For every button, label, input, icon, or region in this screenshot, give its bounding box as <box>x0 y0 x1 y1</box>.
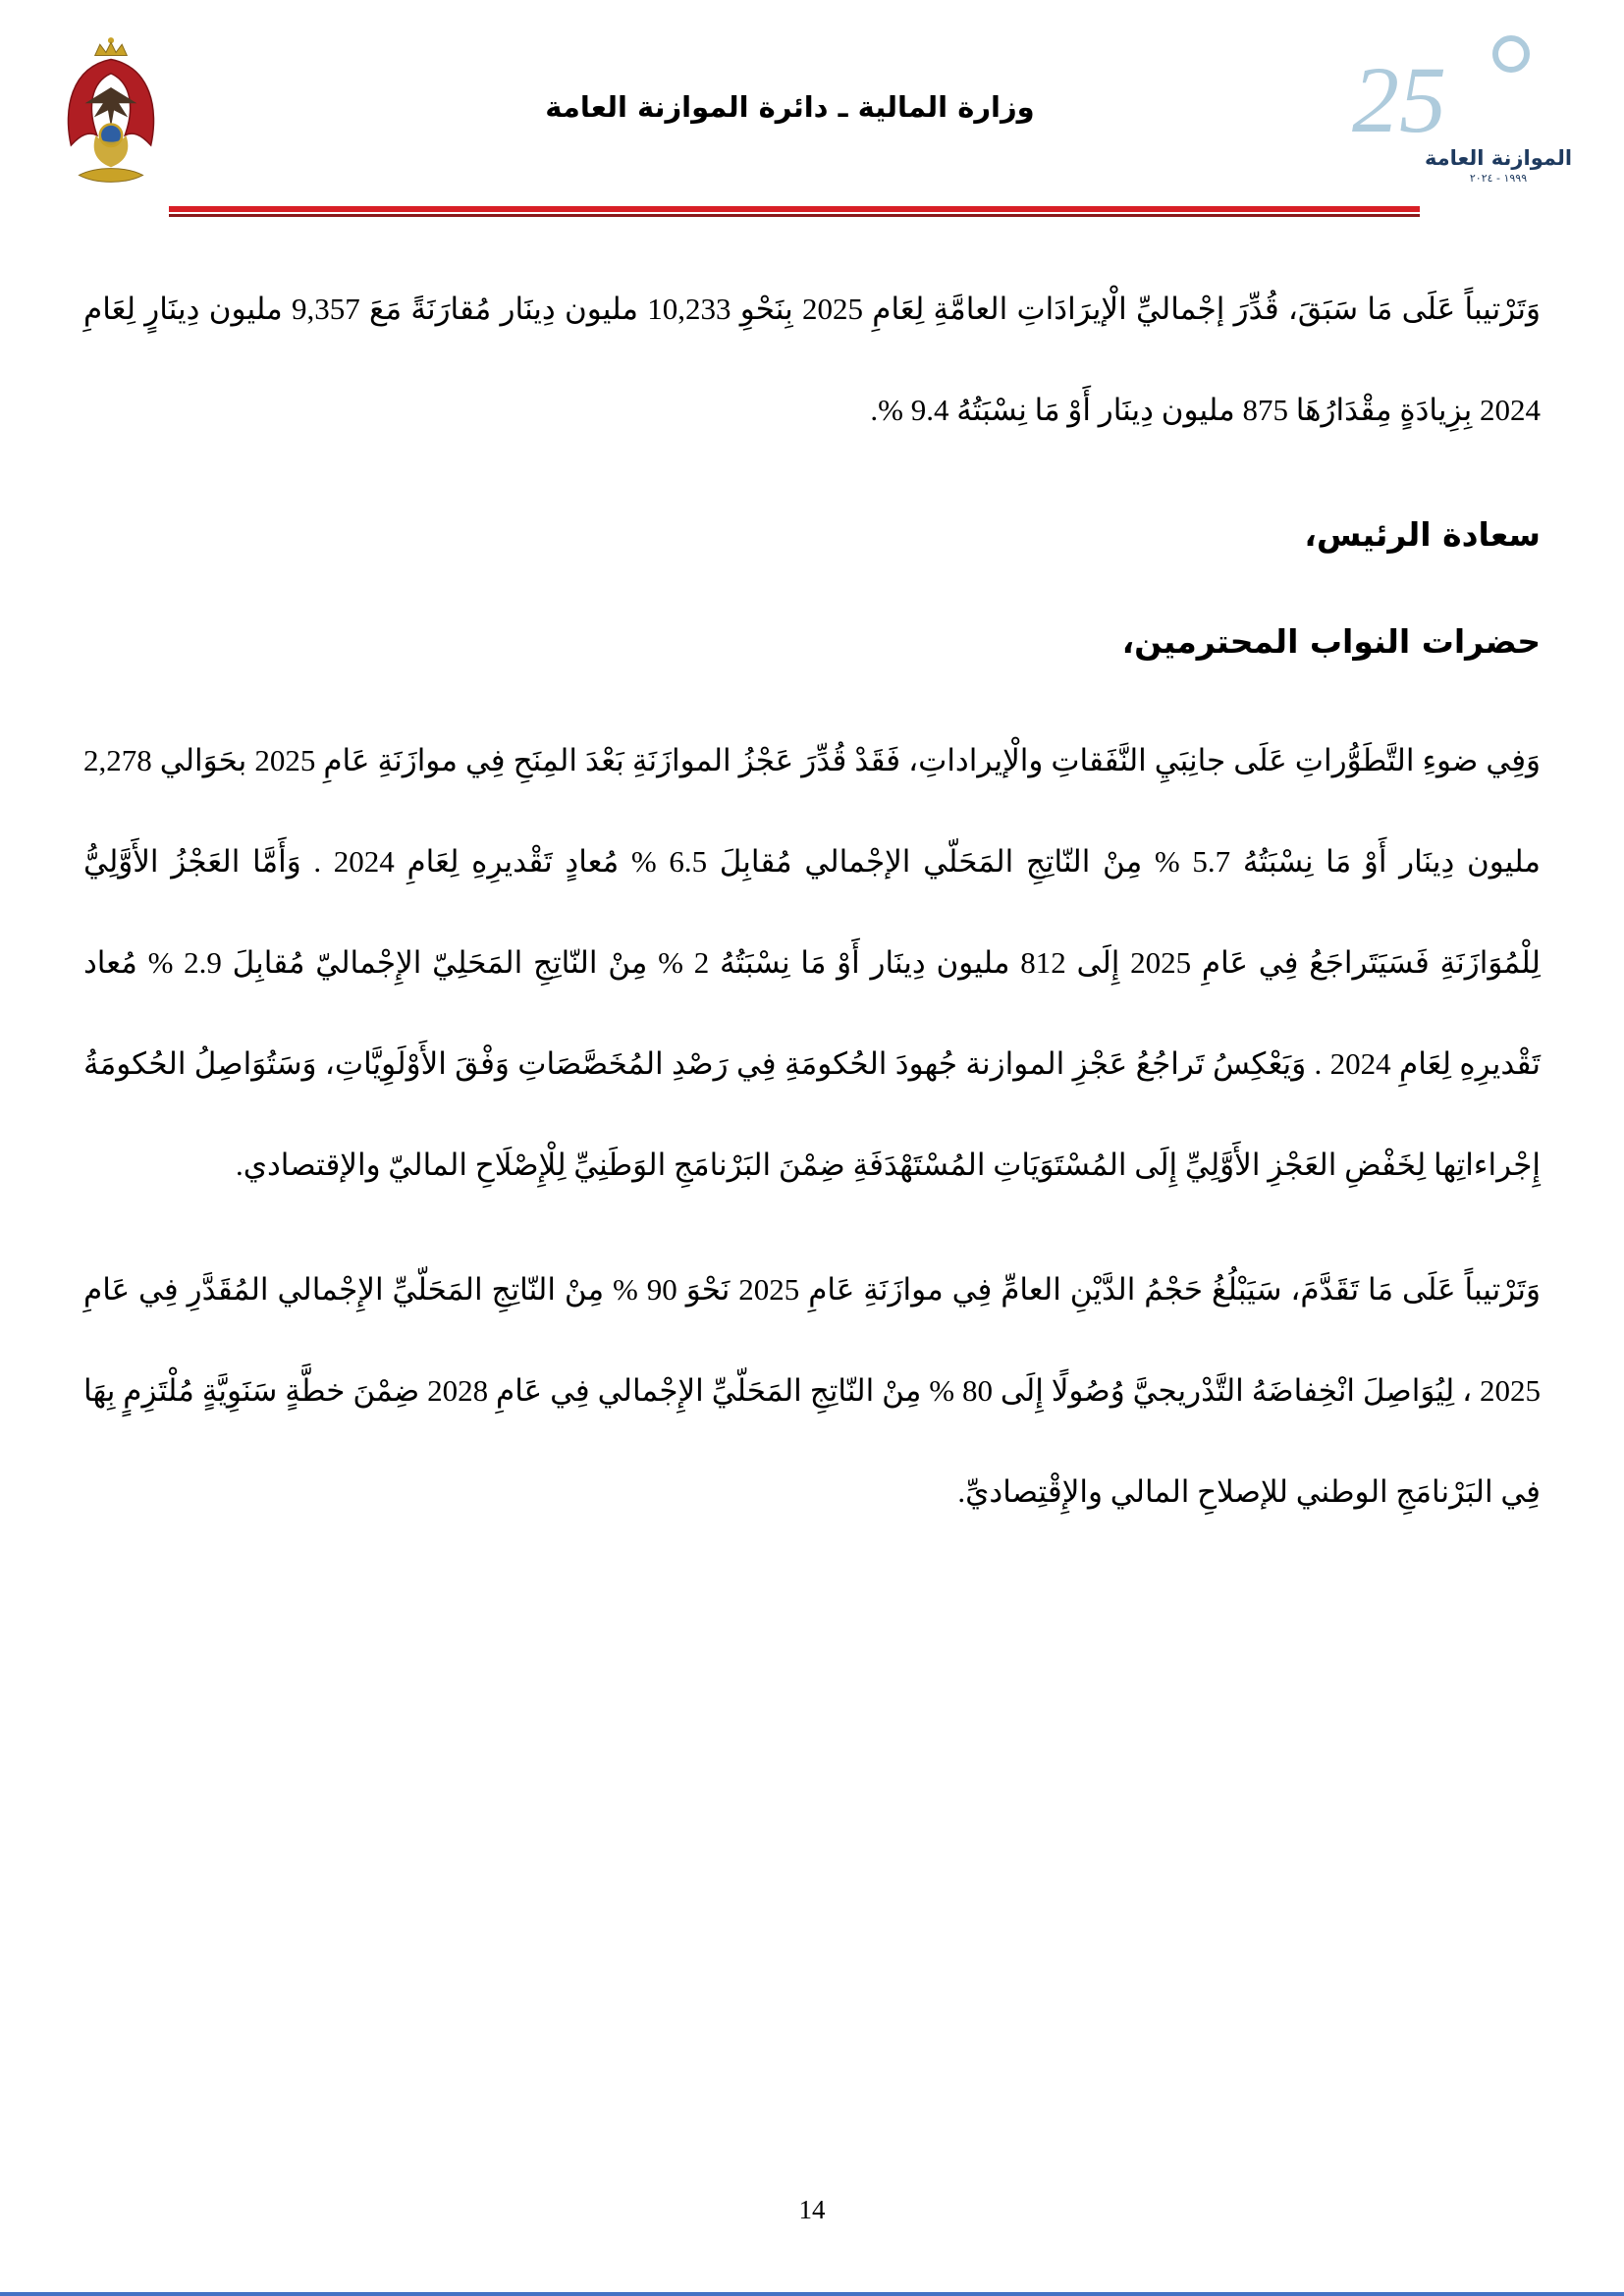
salutation-deputies: حضرات النواب المحترمين، <box>1121 622 1541 661</box>
anniversary-logo-years: ١٩٩٩ - ٢٠٢٤ <box>1469 172 1528 185</box>
page-footer <box>0 2195 1624 2225</box>
anniversary-25-icon <box>1352 29 1572 152</box>
header-rule-thin-line <box>169 214 1420 217</box>
svg-text:25: 25 <box>1352 47 1446 152</box>
page-number: 14 <box>798 2195 826 2224</box>
jordan-coat-of-arms-icon <box>51 35 171 200</box>
bottom-edge-rule <box>0 2292 1624 2296</box>
header-title: وزارة المالية ـ دائرة الموازنة العامة <box>545 90 1035 124</box>
anniversary-logo-caption: الموازنة العامة <box>1424 146 1573 170</box>
header-rule <box>169 206 1420 217</box>
salutation-president: سعادة الرئيس، <box>1304 515 1541 554</box>
paragraph-debt: وَتَرْتيباً عَلَى مَا تَقَدَّمَ، سَيَبْلُغُ حَجْمُ الدَّيْنِ العامِّ فِي موازَنَةِ عَامِ 2025 نَحْوَ 90 % مِنْ النّاتِجِ المَحَلّيِّ الإِجْمالي المُقَدَّرِ فِي عَامِ 2025 ، لِيُوَاصِلَ انْخِفاضَهُ التَّدْريجيَّ وُصُولًا إِلَى 80 % مِنْ النّاتِجِ المَحَلّيِّ الإِجْمالي فِي عَامِ 2028 ضِمْنَ خطَّةٍ سَنَوِيَّةٍ مُلْتَزِمٍ بِهَا فِي البَرْنامَجِ الوطني للإصلاحِ المالي والإِقْتِصاديِّ. <box>83 1272 1542 1509</box>
coat-of-arms-graphic <box>51 35 171 200</box>
paragraph-deficit: وَفِي ضوءِ التَّطَوُّراتِ عَلَى جانِبَيِ النَّفَقاتِ والْإيراداتِ، فَقَدْ قُدِّرَ عَجْزُ الموازَنَةِ بَعْدَ المِنَحِ فِي موازَنَةِ عَامِ 2025 بحَوَالي 2,278 مليون دِينَار أَوْ مَا نِسْبَتُهُ 5.7 % مِنْ النّاتِجِ المَحَلّي الإجْمالي مُقابِلَ 6.5 % مُعادٍ تَقْديرِهِ لِعَامِ 2024 . وَأَمَّا العَجْزُ الأَوَّلِيُّ لِلْمُوَازَنَةِ فَسَيَتَراجَعُ فِي عَامِ 2025 إِلَى 812 مليون دِينَار أَوْ مَا نِسْبَتُهُ 2 % مِنْ النّاتِجِ المَحَلِيّ الإِجْماليّ مُقابِلَ 2.9 % مُعاد تَقْديرِهِ لِعَامِ 2024 . وَيَعْكِسُ تَراجُعُ عَجْزِ الموازنة جُهودَ الحُكومَةِ فِي رَصْدِ المُخَصَّصَاتِ وَفْقَ الأَوْلَوِيَّاتِ، وَسَتُوَاصِلُ الحُكومَةُ إِجْراءاتِها لِخَفْضِ العَجْزِ الأَوَّلِيِّ إِلَى المُسْتَوَيَاتِ المُسْتَهْدَفَةِ ضِمْنَ البَرْنامَجِ الوَطَنِيِّ لِلْإِصْلَاحِ الماليّ والإقتصادي. <box>83 743 1541 1182</box>
document-body <box>83 258 1541 1566</box>
paragraph-revenues: وَتَرْتيباً عَلَى مَا سَبَقَ، قُدِّرَ إجْماليِّ الْإيرَادَاتِ العامَّةِ لِعَامِ 2025 بِنَحْوِ 10,233 مليون دِينَار مُقارَنَةً مَعَ 9,357 مليون دِينَارٍ لِعَامِ 2024 بِزِيادَةٍ مِقْدَارُهَا 875 مليون دِينَار أَوْ مَا نِسْبَتُهُ 9.4 %. <box>83 292 1541 427</box>
header-rule-thick-line <box>169 206 1420 212</box>
anniversary-25-logo <box>1352 29 1577 216</box>
